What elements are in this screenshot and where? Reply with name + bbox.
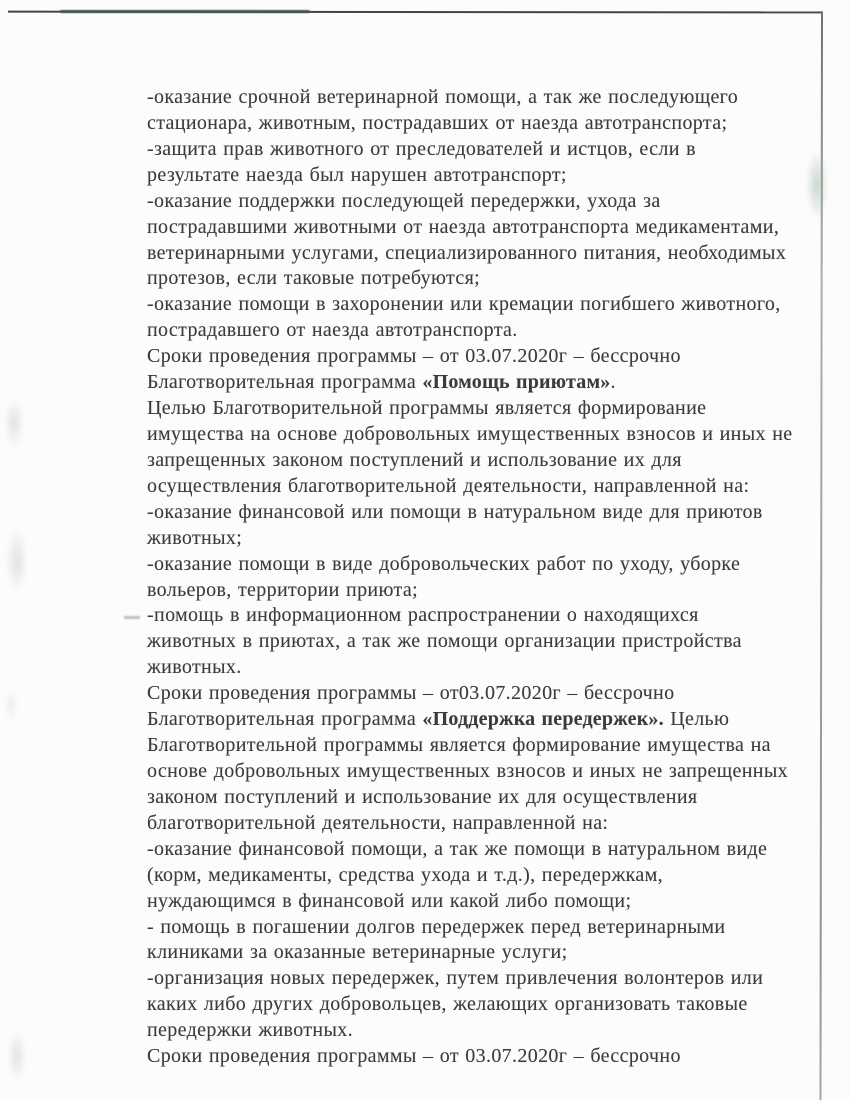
text-run: (корм, медикаменты, средства ухода и т.д.), передержкам, [147,863,664,886]
text-run: стационара, животным, пострадавших от наезда автотранспорта; [147,111,728,134]
text-run: запрещенных законом поступлений и использование их для [147,448,682,471]
text-run: Целью Благотворительной программы является формирование [147,397,707,420]
text-line [147,759,807,785]
text-line [147,966,807,992]
text-run: Сроки проведения программы – от03.07.2020г – бессрочно [147,682,675,705]
text-line [147,111,807,137]
text-run: имущества на основе добровольных имущественных взносов и иных не [147,422,793,445]
text-line [147,137,807,163]
text-line [147,266,807,292]
text-run: -оказание поддержки последующей передержки, ухода за [147,189,661,212]
scan-green-blob [806,150,828,220]
text-line [147,1044,807,1070]
text-line [147,863,807,889]
text-run: Благотворительной программы является формирование имущества на [147,734,771,757]
text-line [147,474,807,500]
text-run: -оказание срочной ветеринарной помощи, а так же последующего [147,86,739,108]
text-run: -организация новых передержек, путем привлечения волонтеров или [147,967,764,990]
text-line [147,448,807,474]
text-run: клиниками за оказанные ветеринарные услуги; [147,941,568,964]
text-line [147,992,807,1018]
text-line [147,344,807,370]
text-line [147,889,807,915]
text-run: . [610,371,616,394]
scan-smudge [6,528,28,594]
text-line [147,292,807,318]
text-line [147,681,807,707]
text-run: -защита прав животного от преследователей и истцов, если в [147,137,696,160]
text-line [147,163,807,189]
text-run: каких либо других добровольцев, желающих организовать таковые [147,993,748,1016]
text-line [147,422,807,448]
text-run: -оказание помощи в захоронении или кремации погибшего животного, [147,293,781,316]
text-line [147,396,807,422]
text-line [147,189,807,215]
text-run: Благотворительная программа [147,708,423,731]
text-run-bold: «Помощь приютам» [422,371,611,394]
text-run: Сроки проведения программы – от 03.07.2020г – бессрочно [147,1045,681,1068]
text-run: основе добровольных имущественных взносов и иных не запрещенных [147,759,788,782]
text-run: пострадавшими животными от наезда автотранспорта медикаментами, [147,215,780,238]
text-run: животных в приютах, а так же помощи организации пристройства [147,630,742,653]
text-run: -оказание финансовой помощи, а так же помощи в натуральном виде [147,837,768,860]
text-line [147,578,807,604]
text-run: пострадавшего от наезда автотранспорта. [147,319,518,342]
text-run: -оказание финансовой или помощи в натуральном виде для приютов [147,500,763,523]
text-line [147,733,807,759]
text-line [147,811,807,837]
text-run: протезов, если таковые потребуются; [147,267,481,290]
text-line [147,707,807,733]
text-line [147,940,807,966]
text-line [147,837,807,863]
text-line [147,655,807,681]
text-run: Целью [663,708,730,731]
text-run: -помощь в информационном распространении о находящихся [147,604,699,627]
scan-smudge [4,688,18,722]
scan-smudge [8,1030,26,1082]
text-line [147,370,807,396]
text-line [147,629,807,655]
text-run: нуждающимся в финансовой или какой либо помощи; [147,889,632,912]
text-run: животных. [147,656,242,679]
text-run: вольеров, территории приюта; [147,578,418,601]
text-line [147,500,807,526]
text-run: ветеринарными услугами, специализированного питания, необходимых [147,241,787,264]
text-run: благотворительной деятельности, направленной на: [147,811,609,834]
text-run: - помощь в погашении долгов передержек перед ветеринарными [147,915,726,938]
text-run: -оказание помощи в виде добровольческих работ по уходу, уборке [147,552,741,575]
text-line [147,785,807,811]
text-line [147,552,807,578]
text-line [147,215,807,241]
text-run-bold: «Поддержка передержек». [422,708,664,731]
text-line [147,603,807,629]
text-run: результате наезда был нарушен автотранспорт; [147,163,567,186]
text-run: законом поступлений и использование их для осуществления [147,785,698,808]
text-run: Благотворительная программа [147,371,423,394]
text-line [147,526,807,552]
text-line [147,85,807,111]
text-line [147,241,807,267]
document-text [147,85,807,1070]
text-run: передержки животных. [147,1019,353,1042]
text-line [147,1018,807,1044]
text-run: Сроки проведения программы – от 03.07.2020г – бессрочно [147,345,681,368]
text-run: животных; [147,526,243,549]
text-run: осуществления благотворительной деятельности, направленной на: [147,474,750,497]
scan-smudge [4,398,24,448]
text-line [147,915,807,941]
scan-dash-artifact [124,616,140,619]
text-line [147,318,807,344]
scan-border-top-line-thick [60,10,310,13]
